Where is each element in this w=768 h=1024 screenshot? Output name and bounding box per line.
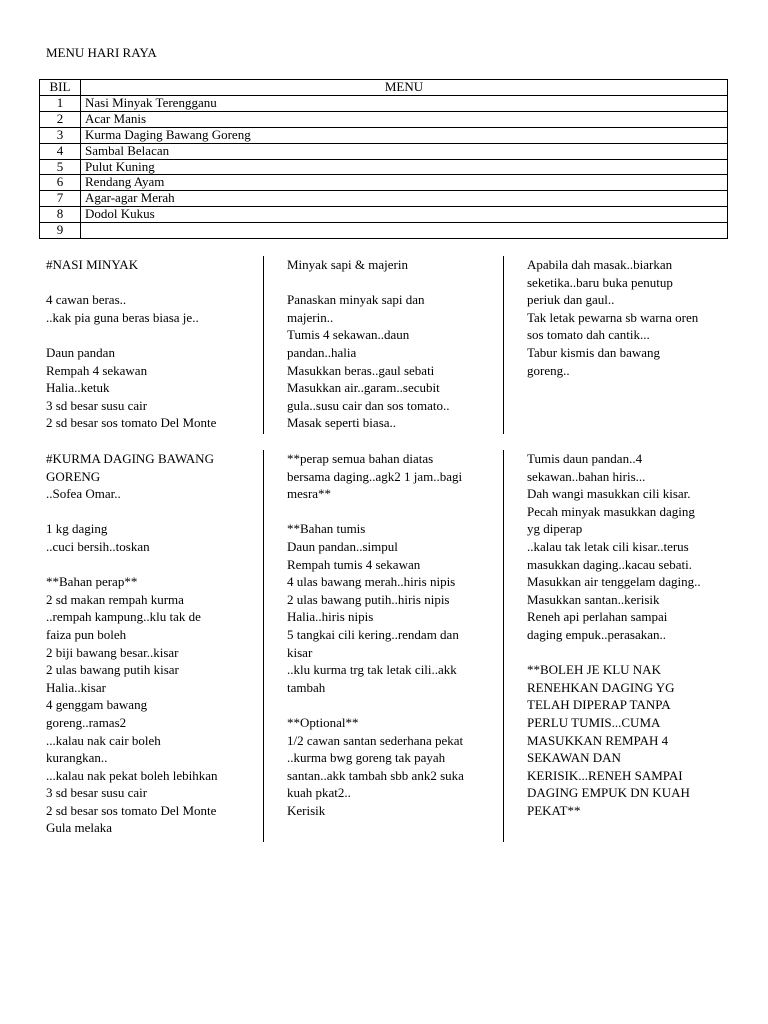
recipe-line: Kerisik xyxy=(287,802,326,818)
recipe-line: gula..susu cair dan sos tomato.. xyxy=(287,397,450,413)
recipe-line: Panaskan minyak sapi dan xyxy=(287,292,425,308)
recipe-line: 2 ulas bawang putih..hiris nipis xyxy=(287,591,450,607)
recipe-line: sos tomato dah cantik... xyxy=(527,327,650,343)
recipe-line: tambah xyxy=(287,679,326,695)
recipe-column xyxy=(46,450,261,837)
recipe-line: masukkan daging..kacau sebati. xyxy=(527,556,692,572)
column-divider xyxy=(263,450,264,842)
recipe-line: 4 genggam bawang xyxy=(46,697,148,713)
row-menu-item: Dodol Kukus xyxy=(81,207,728,223)
recipe-line: ...kalau nak cair boleh xyxy=(46,732,161,748)
row-menu-item: Pulut Kuning xyxy=(81,159,728,175)
row-number: 9 xyxy=(40,223,81,239)
row-number: 6 xyxy=(40,175,81,191)
recipe-line: Masak seperti biasa.. xyxy=(287,415,397,431)
recipe-line: mesra** xyxy=(287,486,332,502)
row-number: 7 xyxy=(40,191,81,207)
recipe-line: ...kalau nak pekat boleh lebihkan xyxy=(46,767,218,783)
recipe-line: kisar xyxy=(287,644,313,660)
recipe-line: 5 tangkai cili kering..rendam dan xyxy=(287,626,459,642)
recipe-section-nasi-minyak xyxy=(0,256,768,434)
row-menu-item xyxy=(81,223,728,239)
recipe-line: Halia..ketuk xyxy=(46,380,110,396)
column-divider xyxy=(503,450,504,842)
recipe-line: Daun pandan xyxy=(46,344,115,360)
recipe-line: goreng..ramas2 xyxy=(46,714,127,730)
recipe-line: 4 ulas bawang merah..hiris nipis xyxy=(287,574,456,590)
recipe-line: Gula melaka xyxy=(46,820,113,836)
recipe-line: Tak letak pewarna sb warna oren xyxy=(527,309,699,325)
recipe-line xyxy=(527,644,722,662)
recipe-line xyxy=(287,696,502,714)
recipe-column xyxy=(527,256,722,379)
row-menu-item: Rendang Ayam xyxy=(81,175,728,191)
recipe-column xyxy=(46,256,261,432)
recipe-line: PEKAT** xyxy=(527,802,581,818)
recipe-line: bersama daging..agk2 1 jam..bagi xyxy=(287,468,463,484)
table-row xyxy=(40,95,728,111)
recipe-line: **Bahan perap** xyxy=(46,574,138,590)
recipe-line: 3 sd besar susu cair xyxy=(46,397,148,413)
recipe-line: Rempah 4 sekawan xyxy=(46,362,148,378)
recipe-line: 3 sd besar susu cair xyxy=(46,785,148,801)
recipe-line xyxy=(46,274,261,292)
recipe-line: **Optional** xyxy=(287,714,359,730)
recipe-line: Tabur kismis dan bawang xyxy=(527,344,661,360)
row-menu-item: Nasi Minyak Terengganu xyxy=(81,95,728,111)
recipe-line: TELAH DIPERAP TANPA xyxy=(527,697,671,713)
table-row xyxy=(40,223,728,239)
recipe-line: RENEHKAN DAGING YG xyxy=(527,679,675,695)
recipe-section-kurma-daging xyxy=(0,450,768,842)
recipe-line: ..klu kurma trg tak letak cili..akk xyxy=(287,662,457,678)
recipe-line: santan..akk tambah sbb ank2 suka xyxy=(287,767,464,783)
recipe-line: sekawan..bahan hiris... xyxy=(527,468,646,484)
recipe-line: periuk dan gaul.. xyxy=(527,292,615,308)
recipe-column xyxy=(287,256,502,432)
recipe-line: #KURMA DAGING BAWANG xyxy=(46,451,214,466)
recipe-column xyxy=(287,450,502,819)
recipe-line: 2 sd besar sos tomato Del Monte xyxy=(46,415,217,431)
recipe-line: Dah wangi masukkan cili kisar. xyxy=(527,486,691,502)
row-menu-item: Sambal Belacan xyxy=(81,143,728,159)
recipe-line: MASUKKAN REMPAH 4 xyxy=(527,732,669,748)
recipe-line: #NASI MINYAK xyxy=(46,257,139,272)
recipe-line: **perap semua bahan diatas xyxy=(287,451,434,466)
table-row xyxy=(40,159,728,175)
recipe-line: Masukkan beras..gaul sebati xyxy=(287,362,435,378)
recipe-column xyxy=(527,450,722,819)
recipe-line: Masukkan air..garam..secubit xyxy=(287,380,440,396)
header-bil: BIL xyxy=(40,80,81,96)
row-number: 2 xyxy=(40,111,81,127)
recipe-line: GORENG xyxy=(46,468,101,484)
recipe-line: 2 sd besar sos tomato Del Monte xyxy=(46,802,217,818)
recipe-line: **BOLEH JE KLU NAK xyxy=(527,662,661,678)
recipe-line: pandan..halia xyxy=(287,344,357,360)
row-number: 1 xyxy=(40,95,81,111)
recipe-line: 1/2 cawan santan sederhana pekat xyxy=(287,732,464,748)
recipe-line: Rempah tumis 4 sekawan xyxy=(287,556,421,572)
recipe-line: PERLU TUMIS...CUMA xyxy=(527,714,661,730)
recipe-line xyxy=(46,326,261,344)
table-header-row xyxy=(40,80,728,96)
recipe-line: Minyak sapi & majerin xyxy=(287,257,408,272)
recipe-line: Reneh api perlahan sampai xyxy=(527,609,668,625)
recipe-line: Masukkan air tenggelam daging.. xyxy=(527,574,701,590)
recipe-line xyxy=(46,503,261,521)
header-menu: MENU xyxy=(81,80,728,96)
recipe-line: 2 sd makan rempah kurma xyxy=(46,591,184,607)
recipe-line xyxy=(287,503,502,521)
row-number: 5 xyxy=(40,159,81,175)
recipe-line: Tumis daun pandan..4 xyxy=(527,451,643,466)
recipe-line: Daun pandan..simpul xyxy=(287,538,398,554)
column-divider xyxy=(503,256,504,434)
table-row xyxy=(40,143,728,159)
recipe-line: ..kak pia guna beras biasa je.. xyxy=(46,309,199,325)
row-number: 3 xyxy=(40,127,81,143)
recipe-line: kurangkan.. xyxy=(46,750,108,766)
table-row xyxy=(40,127,728,143)
recipe-line: Tumis 4 sekawan..daun xyxy=(287,327,410,343)
row-menu-item: Acar Manis xyxy=(81,111,728,127)
recipe-line xyxy=(46,556,261,574)
recipe-line: 4 cawan beras.. xyxy=(46,292,127,308)
recipe-line: ..rempah kampung..klu tak de xyxy=(46,609,201,625)
table-row xyxy=(40,207,728,223)
row-menu-item: Agar-agar Merah xyxy=(81,191,728,207)
recipe-line: **Bahan tumis xyxy=(287,521,366,537)
recipe-line: daging empuk..perasakan.. xyxy=(527,626,666,642)
recipe-line: 2 ulas bawang putih kisar xyxy=(46,662,179,678)
recipe-line: SEKAWAN DAN xyxy=(527,750,621,766)
page-title: MENU HARI RAYA xyxy=(46,45,157,60)
recipe-line: seketika..baru buka penutup xyxy=(527,274,673,290)
column-divider xyxy=(263,256,264,434)
recipe-line: Masukkan santan..kerisik xyxy=(527,591,660,607)
row-number: 4 xyxy=(40,143,81,159)
row-number: 8 xyxy=(40,207,81,223)
recipe-line: faiza pun boleh xyxy=(46,626,127,642)
recipe-line: goreng.. xyxy=(527,362,570,378)
recipe-line: yg diperap xyxy=(527,521,583,537)
recipe-line: ..kurma bwg goreng tak payah xyxy=(287,750,446,766)
recipe-line: Halia..hiris nipis xyxy=(287,609,374,625)
table-row xyxy=(40,175,728,191)
recipe-line: ..kalau tak letak cili kisar..terus xyxy=(527,538,689,554)
recipe-line: DAGING EMPUK DN KUAH xyxy=(527,785,690,801)
recipe-line: Apabila dah masak..biarkan xyxy=(527,257,673,272)
recipe-line: 2 biji bawang besar..kisar xyxy=(46,644,179,660)
recipe-line: ..Sofea Omar.. xyxy=(46,486,121,502)
recipe-line: ..cuci bersih..toskan xyxy=(46,538,150,554)
recipe-line: Halia..kisar xyxy=(46,679,106,695)
recipe-line: 1 kg daging xyxy=(46,521,108,537)
recipe-line xyxy=(287,274,502,292)
table-row xyxy=(40,111,728,127)
recipe-line: kuah pkat2.. xyxy=(287,785,351,801)
recipe-line: Pecah minyak masukkan daging xyxy=(527,503,695,519)
recipe-line: KERISIK...RENEH SAMPAI xyxy=(527,767,683,783)
row-menu-item: Kurma Daging Bawang Goreng xyxy=(81,127,728,143)
menu-table xyxy=(39,79,728,239)
recipe-line: majerin.. xyxy=(287,309,334,325)
table-row xyxy=(40,191,728,207)
